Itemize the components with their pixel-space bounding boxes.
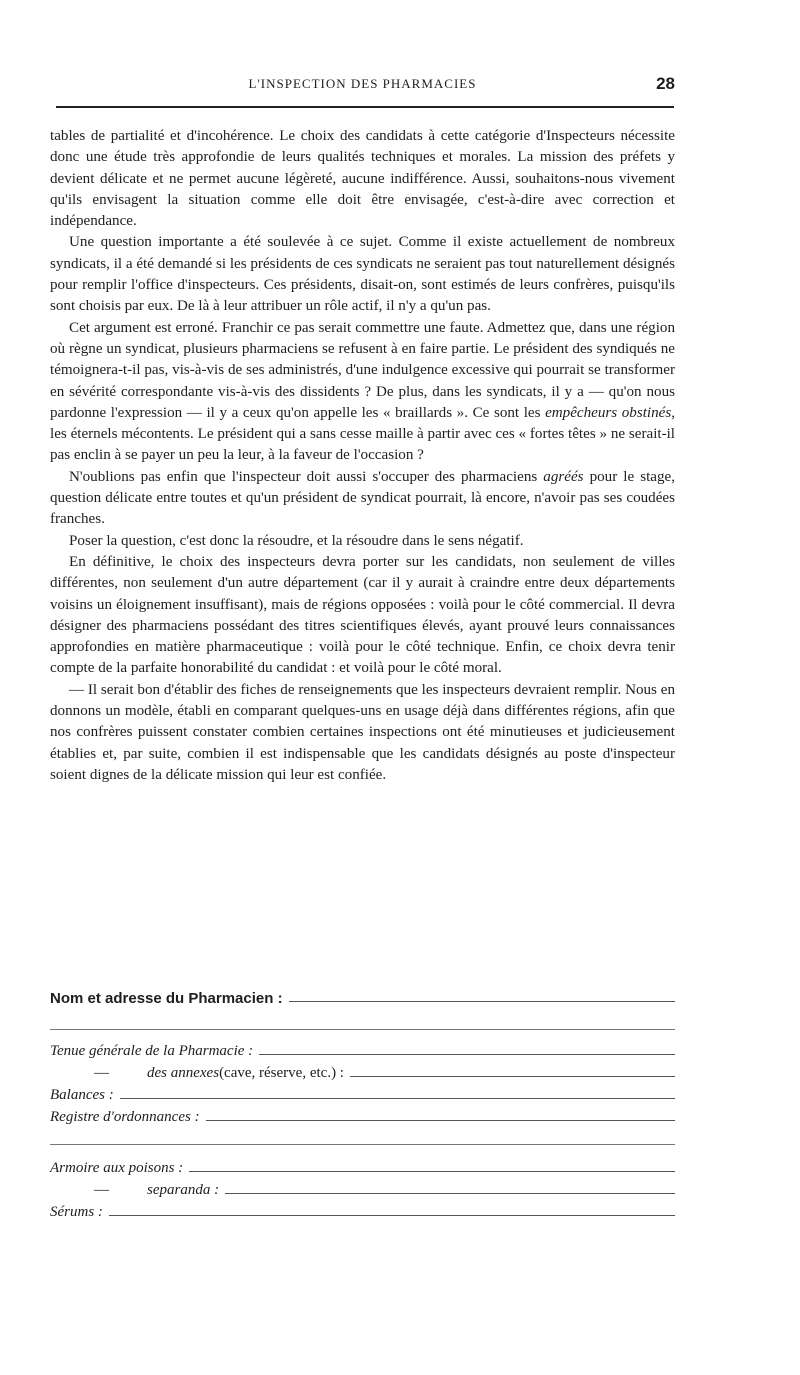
fill-line	[120, 1098, 675, 1099]
serums-label: Sérums :	[50, 1204, 103, 1220]
form-row-serums	[50, 1199, 675, 1221]
fill-line	[109, 1215, 675, 1216]
fill-line	[289, 1001, 675, 1002]
form-row-armoire	[50, 1155, 675, 1177]
form-row-separanda	[50, 1177, 675, 1199]
body-text	[50, 126, 675, 786]
armoire-label: Armoire aux poisons :	[50, 1160, 184, 1176]
separanda-label	[50, 1182, 225, 1199]
annexes-label	[50, 1065, 350, 1082]
paragraph-text: pour le stage, question délicate entre toutes et qu'un président de syndicat pourrait, là encore, n'avoir pas ses coudées franches.	[50, 468, 675, 528]
ditto-dash: —	[94, 1065, 109, 1081]
ditto-dash: —	[94, 1182, 109, 1198]
paragraph-emphasis: agréés	[543, 468, 584, 485]
paragraph: Poser la question, c'est donc la résoudre, et la résoudre dans le sens négatif.	[69, 532, 524, 549]
paragraph: — Il serait bon d'établir des fiches de renseignements que les inspecteurs devraient remplir. Nous en donnons un modèle, établi en comparant quelques-uns en usage déjà dans différentes régions, afin que nos confrères puissent constater combien certaines inspections ont été minutieuses et judicieusement établies et, par suite, combien il est indispensable que les candidats désignés au poste d'inspecteur soient dignes de la délicate mission qui leur est confiée.	[50, 681, 675, 783]
form-row-annexes	[50, 1060, 675, 1082]
fill-line	[225, 1193, 675, 1194]
tenue-label: Tenue générale de la Pharmacie :	[50, 1043, 254, 1059]
paragraph: Une question importante a été soulevée à ce sujet. Comme il existe actuellement de nombreux syndicats, il a été demandé si les présidents de ces syndicats ne seraient pas tout naturellement désignés pour remplir l'office d'inspecteurs. Ces présidents, disait-on, sont estimés de leurs confrères, puisqu'ils sont choisis par eux. De là à leur attribuer un rôle actif, il n'y a qu'un pas.	[50, 234, 675, 315]
fill-line	[350, 1076, 675, 1077]
form-row-registre	[50, 1104, 675, 1126]
page-number: 28	[656, 74, 675, 93]
running-title: L'INSPECTION DES PHARMACIES	[248, 76, 477, 91]
paragraph-emphasis: empêcheurs obstinés	[545, 404, 672, 421]
paragraph-text: , les éternels mécontents. Le président qui a sans cesse maille à partir avec ces « fortes têtes » ne serait-il pas enclin à se payer un peu la leur, à la faveur de l'occasion ?	[50, 404, 675, 464]
inspection-form	[50, 985, 675, 1221]
annexes-label-rest: (cave, réserve, etc.) :	[219, 1065, 344, 1081]
paragraph-text: Cet argument est erroné. Franchir ce pas serait commettre une faute. Admettez que, dans une région où règne un syndicat, plusieurs pharmaciens se refusent à en faire partie. Le président des syndiqués ne témoignera-t-il pas, vis-à-vis de ses administrés, d'une indulgence excessive qui pourrait se transformer en sévérité correspondante vis-à-vis des dissidents ? De plus, dans les syndicats, il y a — qu'on nous pardonne l'expression — il y a ceux qu'on appelle les « braillards ». Ce sont les	[50, 319, 675, 421]
paragraph	[50, 467, 675, 531]
paragraph-text: N'oublions pas enfin que l'inspecteur doit aussi s'occuper des pharmaciens	[69, 468, 544, 485]
registre-label: Registre d'ordonnances :	[50, 1109, 200, 1125]
fill-line	[259, 1054, 675, 1055]
fill-line	[206, 1120, 675, 1121]
name-address-label: Nom et adresse du Pharmacien :	[50, 990, 283, 1007]
annexes-label-italic: des annexes	[147, 1065, 220, 1081]
fill-line	[189, 1171, 675, 1172]
paragraph: En définitive, le choix des inspecteurs devra porter sur les candidats, non seulement de villes différentes, non seulement d'un autre département (car il y aurait à craindre entre deux départements voisins un éloignement insuffisant), mais de régions opposées : voilà pour le côté commercial. Il devra désigner des pharmaciens possédant des titres scientifiques élevés, ayant prouvé leurs connaissances approfondies en matière pharmaceutique : voilà pour le côté technique. Enfin, ce choix devra tenir compte de la parfaite honorabilité du candidat : et voilà pour le côté moral.	[50, 553, 675, 677]
paragraph	[50, 318, 675, 467]
running-header	[50, 72, 675, 102]
paragraph: tables de partialité et d'incohérence. Le choix des candidats à cette catégorie d'Inspecteurs nécessite donc une étude très approfondie de leurs qualités techniques et morales. La mission des préfets y devient délicate et ne permet aucune légèreté, aucune indifférence. Aussi, souhaitons-nous vivement qu'ils envisagent la situation comme elle doit être envisagée, c'est-à-dire avec correction et indépendance.	[50, 128, 675, 230]
balances-label: Balances :	[50, 1087, 114, 1103]
form-row-balances	[50, 1082, 675, 1104]
form-row-tenue	[50, 1038, 675, 1060]
form-row-name-address	[50, 985, 675, 1007]
separanda-label-italic: separanda :	[147, 1182, 220, 1198]
header-rule	[56, 106, 674, 108]
